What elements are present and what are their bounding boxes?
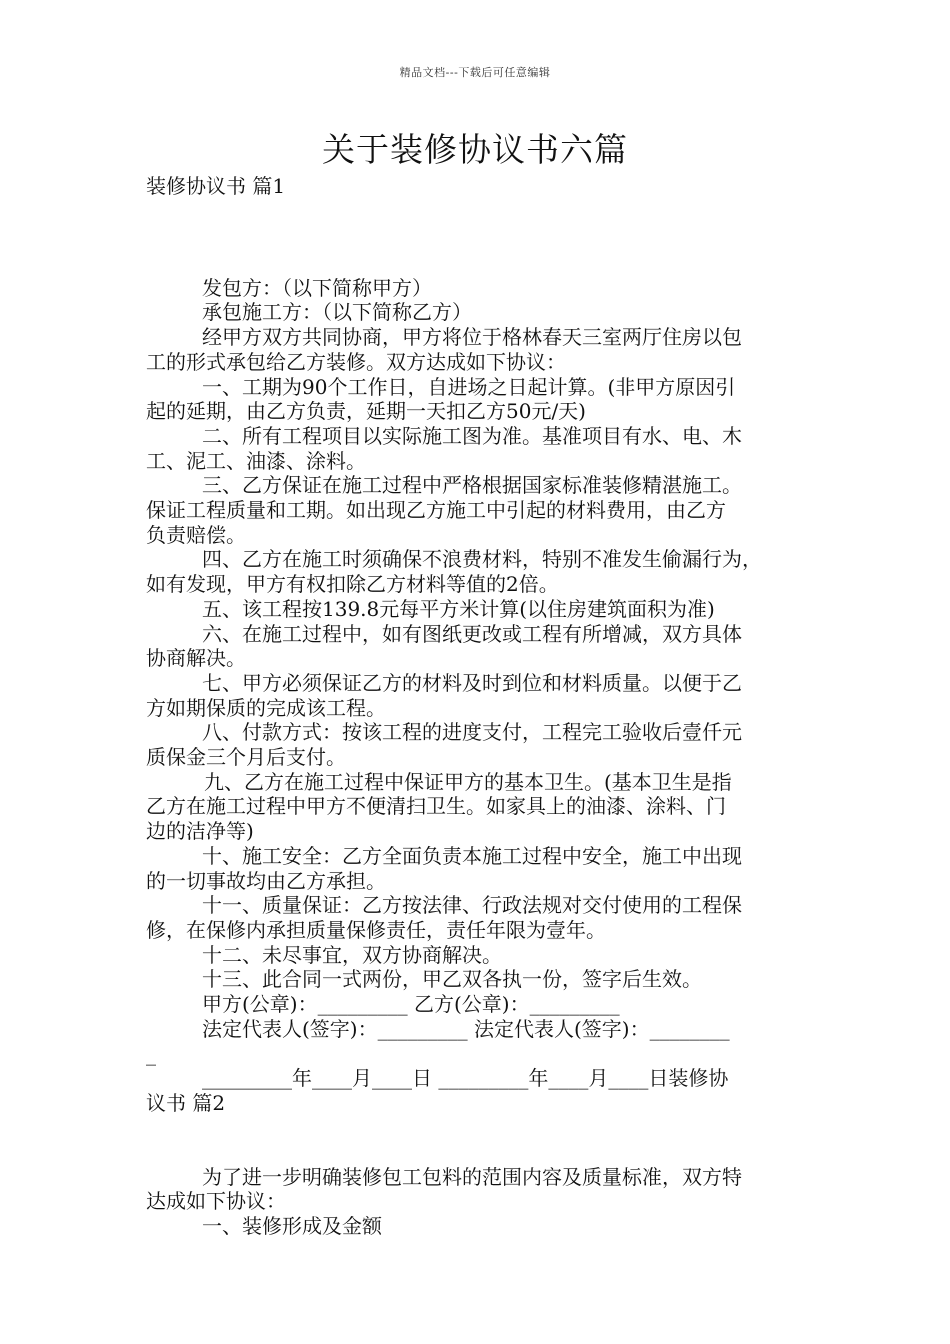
paragraph-line: 协商解决。 xyxy=(146,646,246,671)
paragraph-line: 修，在保修内承担质量保修责任，责任年限为壹年。 xyxy=(146,917,606,942)
paragraph-line: 保证工程质量和工期。如出现乙方施工中引起的材料费用，由乙方 xyxy=(146,498,726,523)
paragraph-line: 承包施工方：（以下简称乙方） xyxy=(202,300,472,325)
spacer xyxy=(146,199,810,248)
document-title: 关于装修协议书六篇 xyxy=(322,130,628,169)
paragraph-line: 十二、未尽事宜，双方协商解决。 xyxy=(202,942,502,967)
paragraph-line: 工的形式承包给乙方装修。双方达成如下协议： xyxy=(146,349,566,374)
paragraph-line: 三、乙方保证在施工过程中严格根据国家标准装修精湛施工。 xyxy=(202,473,742,498)
section-heading-2: 议书 篇2 xyxy=(146,1090,226,1115)
paragraph-line: 方如期保质的完成该工程。 xyxy=(146,695,386,720)
signature-line-representative: 法定代表人(签字)：_________ 法定代表人(签字)：________ xyxy=(202,1016,730,1041)
paragraph-line: 十三、此合同一式两份，甲乙双各执一份，签字后生效。 xyxy=(202,967,702,992)
paragraph-line: 六、在施工过程中，如有图纸更改或工程有所增减，双方具体 xyxy=(202,621,742,646)
paragraph-line: 一、装修形成及金额 xyxy=(202,1214,382,1239)
paragraph-line: 质保金三个月后支付。 xyxy=(146,745,346,770)
paragraph-line: _ xyxy=(146,1041,156,1066)
paragraph-line: 起的延期，由乙方负责，延期一天扣乙方50元/天) xyxy=(146,399,586,424)
paragraph-line: 乙方在施工过程中甲方不便清扫卫生。如家具上的油漆、涂料、门 xyxy=(146,794,726,819)
paragraph-line: 经甲方双方共同协商，甲方将位于格林春天三室两厅住房以包 xyxy=(202,325,742,350)
paragraph-line: 七、甲方必须保证乙方的材料及时到位和材料质量。以便于乙 xyxy=(202,670,742,695)
paragraph-line: 达成如下协议： xyxy=(146,1189,286,1214)
paragraph-line: 如有发现，甲方有权扣除乙方材料等值的2倍。 xyxy=(146,572,559,597)
signature-line-seal: 甲方(公章)：_________ 乙方(公章)：_________ xyxy=(202,992,620,1017)
paragraph-line: 为了进一步明确装修包工包料的范围内容及质量标准，双方特 xyxy=(202,1164,742,1189)
paragraph-line: 五、该工程按139.8元每平方米计算(以住房建筑面积为准) xyxy=(202,596,715,621)
spacer xyxy=(146,1116,810,1165)
spacer xyxy=(146,248,810,276)
paragraph-line: 十一、质量保证：乙方按法律、行政法规对交付使用的工程保 xyxy=(202,893,742,918)
header-note: 精品文档---下载后可任意编辑 xyxy=(399,66,551,79)
section-heading-1: 装修协议书 篇1 xyxy=(146,174,286,198)
paragraph-line: 发包方：（以下简称甲方） xyxy=(202,275,432,300)
paragraph-line: 的一切事故均由乙方承担。 xyxy=(146,868,386,893)
paragraph-line: 负责赔偿。 xyxy=(146,522,246,547)
paragraph-line: 工、泥工、油漆、涂料。 xyxy=(146,448,366,473)
paragraph-line: 八、付款方式：按该工程的进度支付，工程完工验收后壹仟元 xyxy=(202,720,742,745)
paragraph-line: 十、施工安全：乙方全面负责本施工过程中安全，施工中出现 xyxy=(202,843,742,868)
paragraph-line: 九、乙方在施工过程中保证甲方的基本卫生。(基本卫生是指 xyxy=(204,769,732,794)
paragraph-line: 一、工期为90个工作日，自进场之日起计算。(非甲方原因引 xyxy=(202,374,736,399)
date-line: _________年____月____日 _________年____月____日装修协 xyxy=(202,1066,729,1091)
paragraph-line: 二、所有工程项目以实际施工图为准。基准项目有水、电、木 xyxy=(202,423,742,448)
paragraph-line: 边的洁净等) xyxy=(146,819,254,844)
document-body xyxy=(146,174,810,1239)
paragraph-line: 四、乙方在施工时须确保不浪费材料，特别不准发生偷漏行为， xyxy=(202,547,762,572)
